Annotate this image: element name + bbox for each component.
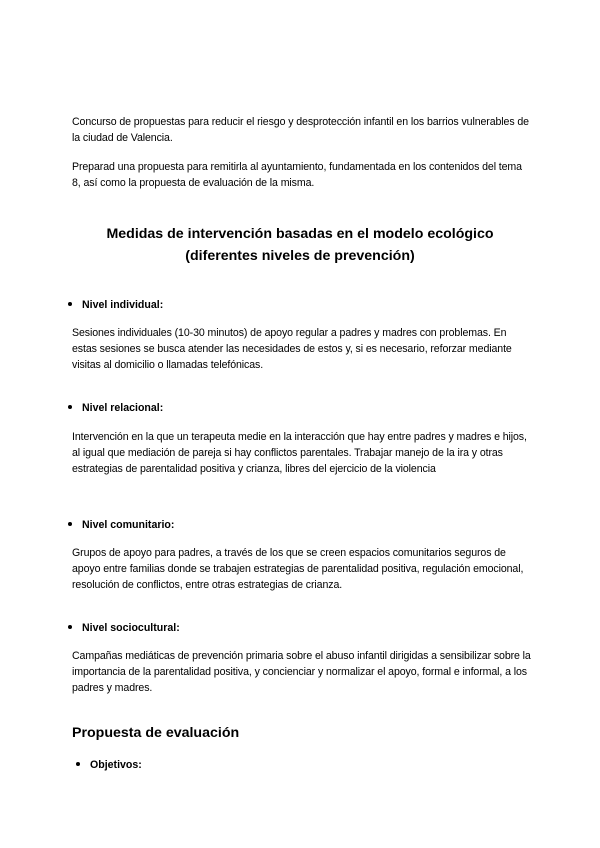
bullet-nivel-individual: [68, 297, 163, 313]
bullet-label: Nivel relacional:: [82, 402, 164, 414]
section-text-comunitario: Grupos de apoyo para padres, a través de los que se creen espacios comunitarios seguros de apoyo entre familias donde se trabajen estrategias de parentalidad positiva, regulación emocional, resolución de conflictos, entre otras estrategias de crianza.: [72, 547, 524, 591]
title-line-1: Medidas de intervención basadas en el modelo ecológico: [106, 226, 494, 242]
intro-paragraph-1: Concurso de propuestas para reducir el riesgo y desprotección infantil en los barrios vulnerables de la ciudad de Valencia.: [72, 116, 529, 144]
bullet-label: Objetivos:: [90, 759, 142, 771]
title-line-2: (diferentes niveles de prevención): [185, 248, 415, 264]
bullet-dot-icon: [68, 625, 72, 629]
bullet-dot-icon: [76, 762, 80, 766]
bullet-nivel-sociocultural: [68, 620, 180, 636]
bullet-label: Nivel individual:: [82, 299, 164, 311]
bullet-dot-icon: [68, 405, 72, 409]
section-text-individual: Sesiones individuales (10-30 minutos) de apoyo regular a padres y madres con problemas. En estas sesiones se busca atender las necesidades de estos y, si es necesario, reforzar mediante visitas al domicilio o llamadas telefónicas.: [72, 327, 512, 371]
bullet-objetivos: [76, 757, 142, 773]
bullet-dot-icon: [68, 522, 72, 526]
bullet-nivel-comunitario: [68, 517, 174, 533]
bullet-nivel-relacional: [68, 400, 163, 416]
bullet-label: Nivel sociocultural:: [82, 622, 180, 634]
bullet-label: Nivel comunitario:: [82, 519, 175, 531]
section-text-sociocultural: Campañas mediáticas de prevención primaria sobre el abuso infantil dirigidas a sensibilizar sobre la importancia de la parentalidad positiva, y concienciar y normalizar el apoyo, formal e informal, a los padres y madres.: [72, 650, 531, 694]
section-text-relacional: Intervención en la que un terapeuta medie en la interacción que hay entre padres y madres e hijos, al igual que mediación de pareja si hay conflictos parentales. Trabajar manejo de la ira y otras estrategias de parentalidad positiva y crianza, libres del ejercicio de la violencia: [72, 431, 527, 475]
intro-paragraph-2: Preparad una propuesta para remitirla al ayuntamiento, fundamentada en los contenidos del tema 8, así como la propuesta de evaluación de la misma.: [72, 161, 522, 189]
evaluation-heading: Propuesta de evaluación: [72, 725, 240, 741]
bullet-dot-icon: [68, 302, 72, 306]
